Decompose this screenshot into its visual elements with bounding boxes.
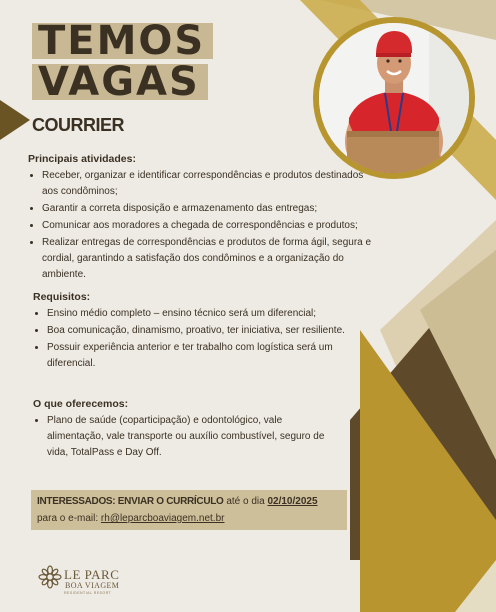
job-role: COURRIER (32, 115, 125, 135)
requirements-heading: Requisitos: (33, 291, 91, 303)
cta-line-2 (37, 513, 224, 524)
cta-line-1 (37, 496, 318, 507)
cta-date: 02/10/2025 (267, 496, 318, 507)
activity-item: • Comunicar aos moradores a chegada de correspondências e produtos; (42, 217, 378, 234)
logo-subtitle: BOA VIAGEM (65, 581, 120, 590)
cta-email-link[interactable]: rh@leparcboaviagem.net.br (100, 513, 225, 524)
section-offer (33, 396, 333, 461)
offer-list (33, 412, 333, 461)
cta-until: até o dia (226, 496, 265, 507)
offer-item: • Plano de saúde (coparticipação) e odontológico, vale alimentação, vale transporte ou auxílio combustível, seguro de vida, TotalPass e Day Off. (47, 412, 333, 461)
logo-emblem-icon (38, 565, 62, 589)
activity-item: • Receber, organizar e identificar correspondências e produtos destinados aos condôminos; (42, 167, 378, 200)
requirements-list (33, 305, 368, 372)
logo-name: LE PARC (64, 567, 120, 582)
logo-tagline: RESIDENTIAL RESORT (64, 591, 112, 595)
requirement-item: • Ensino médio completo – ensino técnico será um diferencial; (47, 305, 368, 322)
cta-strong: INTERESSADOS: ENVIAR O CURRÍCULO (37, 496, 224, 507)
cta-email-prefix: para o e-mail: (37, 513, 99, 524)
headline-line-1: TEMOS (32, 23, 213, 59)
requirement-item: • Boa comunicação, dinamismo, proativo, ter iniciativa, ser resiliente. (47, 322, 368, 339)
activities-heading: Principais atividades: (28, 153, 136, 165)
offer-heading: O que oferecemos: (33, 398, 129, 410)
activity-item: • Realizar entregas de correspondências e produtos de forma ágil, segura e cordial, garantindo a satisfação dos condôminos e a organização do ambiente. (42, 234, 378, 283)
activity-item: • Garantir a correta disposição e armazenamento das entregas; (42, 200, 378, 217)
activities-list (28, 167, 378, 283)
section-activities (28, 151, 378, 283)
requirement-item: • Possuir experiência anterior e ter trabalho com logística será um diferencial. (47, 339, 368, 372)
section-requirements (33, 289, 368, 372)
left-dark-triangle (0, 100, 30, 140)
headline-line-2: VAGAS (32, 64, 208, 100)
